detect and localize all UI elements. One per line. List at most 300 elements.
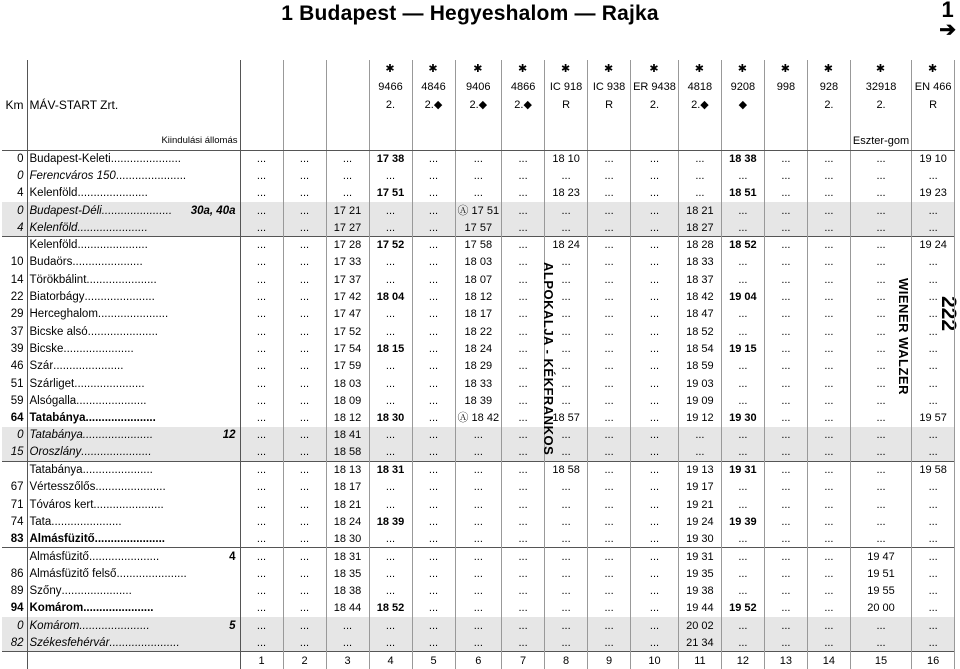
train-class: [326, 96, 369, 114]
station-note: 4: [229, 550, 236, 563]
eszter-label: Eszter-gom: [850, 132, 911, 150]
time-cell: ...: [283, 375, 326, 392]
time-cell: ...: [502, 427, 545, 444]
table-row: [2, 565, 955, 582]
station-name: Biatorbágy: [29, 291, 85, 304]
departure-cell: [240, 132, 283, 150]
row-km: 4: [2, 185, 27, 202]
time-cell: ...: [502, 582, 545, 599]
time-cell: ...: [502, 219, 545, 236]
station-name: Kelenföld: [29, 187, 78, 200]
time-cell: ...: [807, 150, 850, 167]
time-cell: 17 52: [326, 323, 369, 340]
time-cell: 19 44: [678, 600, 721, 617]
station-name: Almásfüzitő felső: [29, 567, 117, 580]
time-cell: ...: [807, 513, 850, 530]
station-dots: ......................: [94, 532, 165, 545]
time-cell: ...: [764, 409, 807, 426]
time-cell: ...: [502, 306, 545, 323]
table-row: [2, 288, 955, 305]
departure-cell: [502, 132, 545, 150]
time-cell: ...: [764, 634, 807, 651]
row-station: [27, 271, 240, 288]
train-class: [240, 96, 283, 114]
train-snow-symbol: [240, 60, 283, 78]
row-km: 0: [2, 202, 27, 219]
time-cell: ...: [455, 444, 502, 461]
time-cell: 19 58: [912, 461, 955, 478]
train-snow-symbol: [326, 60, 369, 78]
station-name: Tatabánya: [29, 412, 86, 425]
time-cell: ...: [240, 565, 283, 582]
time-cell: 18 57: [545, 409, 588, 426]
time-cell: ...: [283, 271, 326, 288]
time-cell: ...: [326, 185, 369, 202]
row-station: [27, 288, 240, 305]
train-number: 9406: [455, 78, 502, 96]
time-cell: ...: [912, 479, 955, 496]
station-dots: ......................: [85, 412, 156, 425]
row-station: [27, 167, 240, 184]
time-cell: ...: [369, 444, 412, 461]
time-cell: 17 57: [455, 219, 502, 236]
station-name: Kelenföld: [29, 221, 78, 234]
time-cell: ...: [588, 358, 631, 375]
time-cell: ...: [283, 254, 326, 271]
time-cell: 18 10: [545, 150, 588, 167]
column-number: 15: [850, 652, 911, 669]
time-cell: ...: [588, 634, 631, 651]
train-number: EN 466: [912, 78, 955, 96]
train-number: 9208: [721, 78, 764, 96]
row-km: 64: [2, 409, 27, 426]
row-km: 14: [2, 271, 27, 288]
row-km: [2, 461, 27, 478]
time-cell: Ⓐ 18 42: [455, 409, 502, 426]
time-cell: ...: [283, 236, 326, 253]
time-cell: 17 54: [326, 340, 369, 357]
time-cell: ...: [850, 185, 911, 202]
time-cell: ...: [502, 565, 545, 582]
train-snow-symbol: ✱: [678, 60, 721, 78]
time-cell: ...: [545, 600, 588, 617]
time-cell: ...: [283, 392, 326, 409]
departure-cell: [412, 132, 455, 150]
time-cell: ...: [412, 548, 455, 565]
time-cell: ...: [369, 531, 412, 548]
column-number: 5: [412, 652, 455, 669]
table-row: [2, 548, 955, 565]
time-cell: ...: [721, 392, 764, 409]
time-cell: ...: [631, 271, 679, 288]
station-name: Budapest-Déli: [29, 204, 102, 217]
time-cell: ...: [326, 617, 369, 634]
departure-cell: [369, 132, 412, 150]
time-cell: 18 31: [369, 461, 412, 478]
station-dots: ......................: [116, 567, 187, 580]
time-cell: ...: [807, 167, 850, 184]
time-cell: ...: [545, 444, 588, 461]
header-facilities-row: [2, 114, 955, 132]
column-number: 7: [502, 652, 545, 669]
time-cell: ...: [764, 358, 807, 375]
time-cell: 18 52: [721, 236, 764, 253]
departure-station-label: Kiindulási állomás: [27, 132, 240, 150]
time-cell: ...: [912, 548, 955, 565]
time-cell: ...: [678, 150, 721, 167]
train-number: [283, 78, 326, 96]
station-name: Almásfüzitő: [29, 550, 89, 563]
time-cell: ...: [631, 444, 679, 461]
time-cell: ...: [545, 582, 588, 599]
time-cell: ...: [412, 150, 455, 167]
time-cell: ...: [850, 202, 911, 219]
station-dots: ......................: [97, 308, 169, 321]
time-cell: ...: [326, 150, 369, 167]
row-station: [27, 375, 240, 392]
time-cell: Ⓐ 17 51: [455, 202, 502, 219]
time-cell: ...: [369, 375, 412, 392]
time-cell: ...: [764, 236, 807, 253]
time-cell: 18 22: [455, 323, 502, 340]
time-cell: ...: [412, 167, 455, 184]
time-cell: ...: [455, 634, 502, 651]
time-cell: ...: [764, 461, 807, 478]
time-cell: ...: [912, 375, 955, 392]
time-cell: 17 52: [369, 236, 412, 253]
time-cell: ...: [912, 254, 955, 271]
time-cell: ...: [283, 427, 326, 444]
time-cell: ...: [631, 531, 679, 548]
time-cell: ...: [631, 185, 679, 202]
time-cell: 19 23: [912, 185, 955, 202]
train-class: R: [912, 96, 955, 114]
time-cell: 19 15: [721, 340, 764, 357]
time-cell: ...: [412, 565, 455, 582]
time-cell: ...: [764, 479, 807, 496]
time-cell: ...: [369, 254, 412, 271]
time-cell: 18 47: [678, 306, 721, 323]
time-cell: 18 30: [326, 531, 369, 548]
time-cell: ...: [912, 513, 955, 530]
time-cell: 18 12: [455, 288, 502, 305]
time-cell: ...: [412, 427, 455, 444]
time-cell: ...: [240, 513, 283, 530]
time-cell: ...: [721, 548, 764, 565]
time-cell: ...: [369, 358, 412, 375]
time-cell: ...: [502, 444, 545, 461]
time-cell: ...: [502, 150, 545, 167]
time-cell: ...: [588, 219, 631, 236]
row-station: [27, 358, 240, 375]
station-name: Szárliget: [29, 377, 75, 390]
table-row: [2, 513, 955, 530]
station-dots: ......................: [93, 498, 164, 511]
time-cell: ...: [412, 600, 455, 617]
departure-cell: [545, 132, 588, 150]
train-number: 4818: [678, 78, 721, 96]
time-cell: ...: [545, 565, 588, 582]
time-cell: ...: [545, 634, 588, 651]
time-cell: ...: [502, 600, 545, 617]
time-cell: 19 04: [721, 288, 764, 305]
column-number: 12: [721, 652, 764, 669]
header-symbol-row: [2, 60, 955, 78]
row-station: [27, 409, 240, 426]
time-cell: 19 39: [721, 513, 764, 530]
time-cell: ...: [912, 271, 955, 288]
time-cell: ...: [631, 236, 679, 253]
time-cell: ...: [850, 496, 911, 513]
station-name: Komárom: [29, 602, 84, 615]
time-cell: ...: [850, 427, 911, 444]
time-cell: ...: [455, 461, 502, 478]
row-station: [27, 565, 240, 582]
time-cell: ...: [721, 582, 764, 599]
time-cell: ...: [502, 548, 545, 565]
time-cell: ...: [588, 236, 631, 253]
km-column-header: Km: [2, 96, 27, 114]
station-dots: ......................: [76, 394, 147, 407]
time-cell: ...: [631, 306, 679, 323]
train-number: 32918: [850, 78, 911, 96]
time-cell: ...: [850, 254, 911, 271]
header-station-spacer: [27, 78, 240, 96]
departure-cell: [283, 132, 326, 150]
time-cell: ...: [502, 288, 545, 305]
time-cell: 18 17: [326, 479, 369, 496]
table-row: [2, 496, 955, 513]
time-cell: 18 38: [721, 150, 764, 167]
row-km: [2, 548, 27, 565]
time-cell: 19 51: [850, 565, 911, 582]
time-cell: ...: [502, 617, 545, 634]
time-cell: ...: [502, 202, 545, 219]
station-name: Kelenföld: [29, 239, 78, 252]
table-row: [2, 150, 955, 167]
header-km-spacer: [2, 114, 27, 132]
time-cell: ...: [502, 254, 545, 271]
time-cell: ...: [588, 288, 631, 305]
time-cell: ...: [631, 427, 679, 444]
time-cell: ...: [912, 427, 955, 444]
time-cell: ...: [850, 634, 911, 651]
station-dots: ......................: [84, 291, 155, 304]
time-cell: ...: [412, 236, 455, 253]
time-cell: 19 31: [721, 461, 764, 478]
time-cell: ...: [850, 323, 911, 340]
time-cell: ...: [326, 634, 369, 651]
table-row: [2, 375, 955, 392]
time-cell: ...: [240, 548, 283, 565]
time-cell: ...: [283, 150, 326, 167]
station-dots: ......................: [82, 429, 154, 442]
time-cell: ...: [412, 375, 455, 392]
time-cell: ...: [545, 392, 588, 409]
time-cell: ...: [240, 185, 283, 202]
row-station: [27, 548, 240, 565]
time-cell: ...: [502, 167, 545, 184]
train-class: 2.◆: [678, 96, 721, 114]
row-station: [27, 219, 240, 236]
time-cell: ...: [807, 375, 850, 392]
facility-cell: [764, 114, 807, 132]
time-cell: ...: [764, 150, 807, 167]
time-cell: ...: [502, 461, 545, 478]
time-cell: 17 38: [369, 150, 412, 167]
timetable: [2, 60, 955, 669]
time-cell: ...: [545, 340, 588, 357]
header-km-spacer: [2, 132, 27, 150]
time-cell: ...: [764, 340, 807, 357]
time-cell: ...: [240, 288, 283, 305]
time-cell: ...: [455, 150, 502, 167]
column-number: 16: [912, 652, 955, 669]
train-number: 4846: [412, 78, 455, 96]
time-cell: ...: [240, 634, 283, 651]
time-cell: ...: [588, 427, 631, 444]
station-dots: ......................: [115, 169, 187, 182]
station-dots: ......................: [88, 550, 160, 563]
time-cell: ...: [588, 271, 631, 288]
time-cell: ...: [283, 634, 326, 651]
train-snow-symbol: ✱: [545, 60, 588, 78]
time-cell: ...: [412, 306, 455, 323]
time-cell: ...: [807, 236, 850, 253]
departure-cell: [807, 132, 850, 150]
time-cell: 17 42: [326, 288, 369, 305]
time-cell: ...: [240, 479, 283, 496]
time-cell: ...: [283, 496, 326, 513]
time-cell: 20 02: [678, 617, 721, 634]
time-cell: ...: [912, 392, 955, 409]
station-dots: ......................: [95, 481, 166, 494]
time-cell: ...: [850, 513, 911, 530]
time-cell: ...: [502, 340, 545, 357]
row-km: 22: [2, 288, 27, 305]
station-dots: ......................: [83, 602, 154, 615]
time-cell: 18 51: [721, 185, 764, 202]
time-cell: ...: [455, 617, 502, 634]
time-cell: 18 41: [326, 427, 369, 444]
time-cell: 18 44: [326, 600, 369, 617]
table-row: [2, 582, 955, 599]
header-class-row: [2, 96, 955, 114]
time-cell: ...: [631, 340, 679, 357]
time-cell: ...: [807, 582, 850, 599]
time-cell: ...: [455, 479, 502, 496]
header-km-spacer: [2, 78, 27, 96]
row-station: [27, 340, 240, 357]
column-number: 11: [678, 652, 721, 669]
table-row: [2, 271, 955, 288]
station-dots: ......................: [72, 256, 143, 269]
station-note: 12: [222, 429, 236, 442]
time-cell: ...: [369, 271, 412, 288]
time-cell: ...: [807, 531, 850, 548]
train-snow-symbol: ✱: [588, 60, 631, 78]
time-cell: ...: [850, 288, 911, 305]
train-name-wiener-walzer: WIENER WALZER: [896, 278, 911, 395]
time-cell: ...: [369, 479, 412, 496]
time-cell: ...: [807, 479, 850, 496]
time-cell: ...: [369, 167, 412, 184]
station-dots: ......................: [87, 325, 158, 338]
time-cell: ...: [240, 600, 283, 617]
row-station: [27, 150, 240, 167]
time-cell: ...: [631, 513, 679, 530]
time-cell: ...: [631, 496, 679, 513]
time-cell: 18 04: [369, 288, 412, 305]
station-name: Törökbálint: [29, 273, 87, 286]
facility-cell: [678, 114, 721, 132]
column-number-row: [2, 652, 955, 669]
time-cell: ...: [502, 634, 545, 651]
time-cell: ...: [764, 219, 807, 236]
time-cell: ...: [721, 375, 764, 392]
time-cell: ...: [369, 219, 412, 236]
time-cell: ...: [764, 531, 807, 548]
time-cell: ...: [588, 617, 631, 634]
time-cell: ...: [240, 427, 283, 444]
time-cell: ...: [545, 202, 588, 219]
train-class: 2.◆: [412, 96, 455, 114]
time-cell: 17 37: [326, 271, 369, 288]
time-cell: ...: [764, 202, 807, 219]
time-cell: ...: [850, 271, 911, 288]
time-cell: ...: [412, 582, 455, 599]
station-name: Tóváros kert: [29, 498, 94, 511]
time-cell: ...: [240, 582, 283, 599]
row-station: [27, 496, 240, 513]
table-row: [2, 185, 955, 202]
time-cell: ...: [412, 496, 455, 513]
time-cell: 17 58: [455, 236, 502, 253]
time-cell: ...: [631, 392, 679, 409]
time-cell: 20 00: [850, 600, 911, 617]
time-cell: ...: [850, 219, 911, 236]
time-cell: 18 59: [678, 358, 721, 375]
station-dots: ......................: [86, 273, 157, 286]
station-dots: ......................: [77, 221, 148, 234]
row-km: 51: [2, 375, 27, 392]
station-name: Szőny: [29, 585, 62, 598]
facility-cell: [807, 114, 850, 132]
time-cell: ...: [588, 582, 631, 599]
time-cell: ...: [412, 461, 455, 478]
train-class: R: [588, 96, 631, 114]
station-name: Bicske: [29, 342, 64, 355]
facility-cell: [412, 114, 455, 132]
time-cell: ...: [283, 202, 326, 219]
time-cell: 18 21: [678, 202, 721, 219]
station-name: Vértesszőlős: [29, 481, 96, 494]
page-marker-number: 1: [941, 0, 954, 22]
time-cell: ...: [764, 513, 807, 530]
table-row: [2, 306, 955, 323]
row-station: [27, 444, 240, 461]
station-dots: ......................: [53, 360, 124, 373]
time-cell: ...: [912, 167, 955, 184]
time-cell: ...: [412, 202, 455, 219]
time-cell: ...: [240, 219, 283, 236]
page-title: 1 Budapest — Hegyeshalom — Rajka: [281, 2, 659, 25]
time-cell: ...: [631, 634, 679, 651]
time-cell: 18 24: [455, 340, 502, 357]
station-dots: ......................: [109, 636, 180, 649]
train-snow-symbol: ✱: [850, 60, 911, 78]
time-cell: ...: [283, 617, 326, 634]
